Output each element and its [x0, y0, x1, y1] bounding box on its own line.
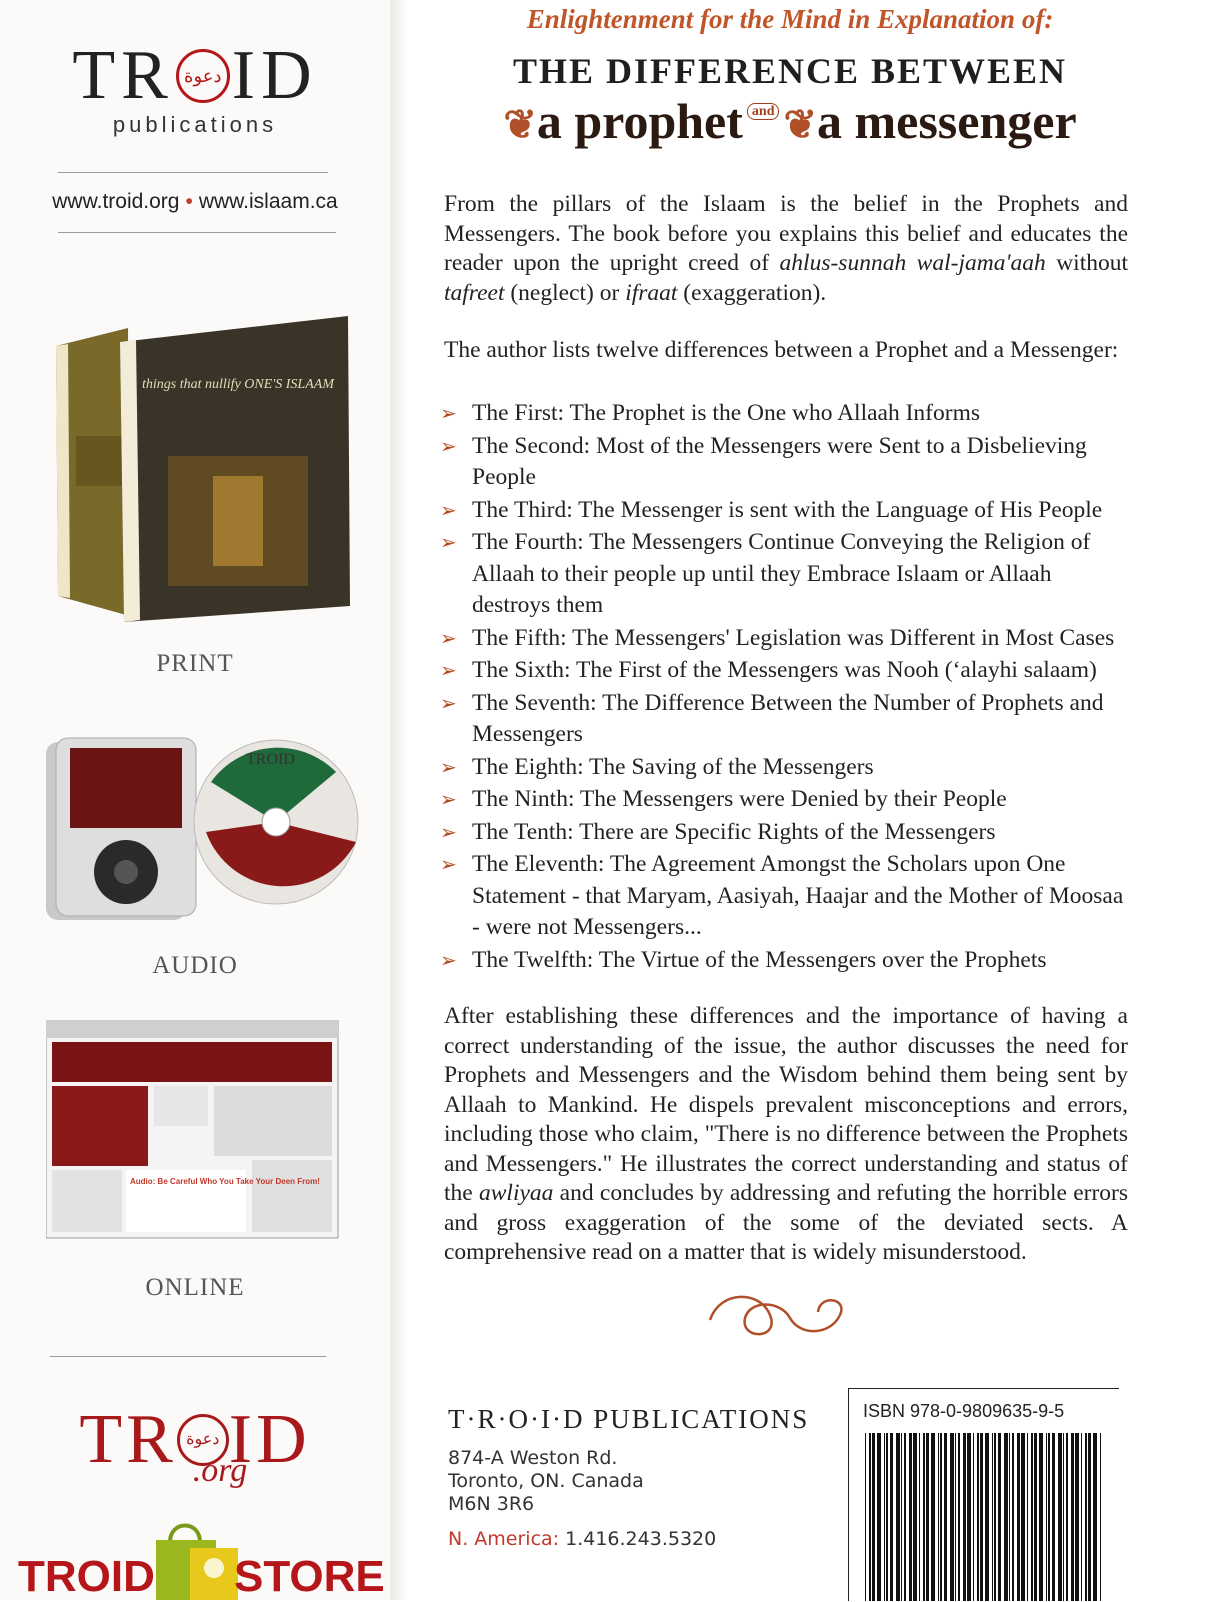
online-label[interactable]: ONLINE [145, 1274, 245, 1301]
list-item: ➢ The Twelfth: The Virtue of the Messengers over the Prophets [440, 945, 1130, 977]
book-title-subline: ❦a prophet $^{and}$ ❦a messenger [503, 93, 1077, 149]
arrow-bullet-icon: ➢ [440, 852, 457, 876]
arrow-bullet-icon: ➢ [440, 787, 457, 811]
arrow-bullet-icon: ➢ [440, 530, 457, 554]
troid-publications-logo: TR دعوة ID [72, 37, 318, 114]
list-item: ➢ The First: The Prophet is the One who Allaah Informs [440, 398, 1130, 430]
link-troid[interactable]: www.troid.org [52, 190, 180, 213]
list-item: ➢ The Fifth: The Messengers' Legislation was Different in Most Cases [440, 623, 1130, 655]
arrow-bullet-icon: ➢ [440, 433, 457, 458]
arrow-bullet-icon: ➢ [440, 819, 457, 844]
link-islaam[interactable]: www.islaam.ca [198, 190, 338, 213]
arrow-bullet-icon: ➢ [440, 947, 457, 972]
publisher-address: 874-A Weston Rd. Toronto, ON. Canada M6N 3R6 [448, 1447, 644, 1515]
arrow-bullet-icon: ➢ [440, 497, 457, 522]
isbn-text: ISBN 978-0-9809635-9-5 [863, 1401, 1065, 1421]
sidebar [0, 0, 390, 1600]
store-word-left[interactable]: TROID [18, 1552, 155, 1601]
audio-label[interactable]: AUDIO [152, 952, 238, 979]
print-cover-title: things that nullify ONE'S ISLAAM [142, 377, 334, 392]
cd-label: TROID [246, 751, 295, 768]
arrow-bullet-icon: ➢ [440, 754, 457, 779]
arrow-bullet-icon: ➢ [440, 690, 457, 715]
divider [58, 172, 328, 173]
list-item: ➢ The Ninth: The Messengers were Denied by their People [440, 784, 1130, 816]
publisher-phone [448, 1528, 809, 1550]
list-item: ➢ The Fourth: The Messengers Continue Conveying the Religion of Allaah to their people up until they Embrace Islaam or Allaah destroys them [440, 529, 1091, 618]
dawah-seal-icon: دعوة [176, 49, 230, 103]
publications-word: publications [112, 112, 278, 137]
online-headline: Audio: Be Careful Who You Take Your Deen From! [130, 1177, 320, 1186]
print-label[interactable]: PRINT [156, 650, 234, 677]
phone-value: 1.416.243.5320 [565, 1528, 717, 1550]
flourish-icon: ❦ [783, 102, 817, 147]
closing-paragraph: After establishing these differences and the importance of having a correct understanding of the issue, the author discusses the need for Prophets and Messengers and the Wisdom behind them being sent by Allaah to Mankind. He dispels prevalent misconceptions and errors, including those who claim, "There is no difference between the Prophets and Messengers." He illustrates the correct understanding and status of the awliyaa and concludes by addressing and refuting the horrible errors and gross exaggeration of the some of the deviated sects. A comprehensive read on a matter that is widely misunderstood. [444, 1003, 1128, 1265]
audio-player-cd-image [36, 722, 366, 932]
list-item: ➢ The Sixth: The First of the Messengers was Nooh (‘alayhi salaam) [440, 655, 1130, 687]
print-books-image [48, 316, 358, 626]
org-suffix: .org [192, 1452, 248, 1489]
arrow-bullet-icon: ➢ [440, 625, 457, 650]
list-item: ➢ The Tenth: There are Specific Rights of the Messengers [440, 817, 1130, 849]
phone-label: N. America: [448, 1528, 560, 1550]
arrow-bullet-icon: ➢ [440, 658, 457, 682]
book-title: THE DIFFERENCE BETWEEN [512, 51, 1068, 91]
store-word-right[interactable]: STORE [234, 1552, 385, 1601]
intro-paragraph: From the pillars of the Islaam is the belief in the Prophets and Messengers. The book before you explains this belief and educates the reader upon the upright creed of ahlus-sunnah wal-jama'aah without tafreet (neglect) or ifraat (exaggeration). [444, 191, 1128, 306]
flourish-icon: ❦ [503, 102, 537, 147]
divider [50, 1356, 326, 1357]
isbn-box [848, 1388, 1119, 1601]
list-item: ➢ The Eighth: The Saving of the Messengers [440, 752, 1130, 784]
list-item: ➢ The Third: The Messenger is sent with the Language of His People [440, 495, 1130, 527]
troid-org-logo[interactable]: TR دعوة ID [79, 1401, 311, 1478]
spine-gutter [390, 0, 408, 1600]
dawah-seal-icon: دعوة [177, 1414, 229, 1466]
link-separator: • [185, 190, 193, 213]
website-links [0, 190, 390, 214]
publisher-name: T·R·O·I·D PUBLICATIONS [448, 1404, 810, 1434]
list-item: ➢ The Second: Most of the Messengers were Sent to a Disbelieving People [440, 432, 1087, 490]
list-lead: The author lists twelve differences between a Prophet and a Messenger: [444, 337, 1119, 363]
ornament-icon [700, 1290, 860, 1340]
arrow-bullet-icon: ➢ [440, 401, 457, 425]
differences-list [440, 398, 1130, 977]
shopping-bag-icon [150, 1512, 242, 1600]
kicker-heading: Enlightenment for the Mind in Explanation of: [526, 4, 1054, 34]
online-website-image [46, 1020, 342, 1240]
list-item: ➢ The Seventh: The Difference Between the Number of Prophets and Messengers [440, 689, 1104, 747]
barcode-icon [865, 1433, 1105, 1601]
list-item: ➢ The Eleventh: The Agreement Amongst the Scholars upon One Statement - that Maryam, Aasiyah, Haajar and the Mother of Moosaa - were not Messengers... [440, 851, 1124, 940]
publisher-block [448, 1404, 809, 1550]
divider [58, 232, 336, 233]
